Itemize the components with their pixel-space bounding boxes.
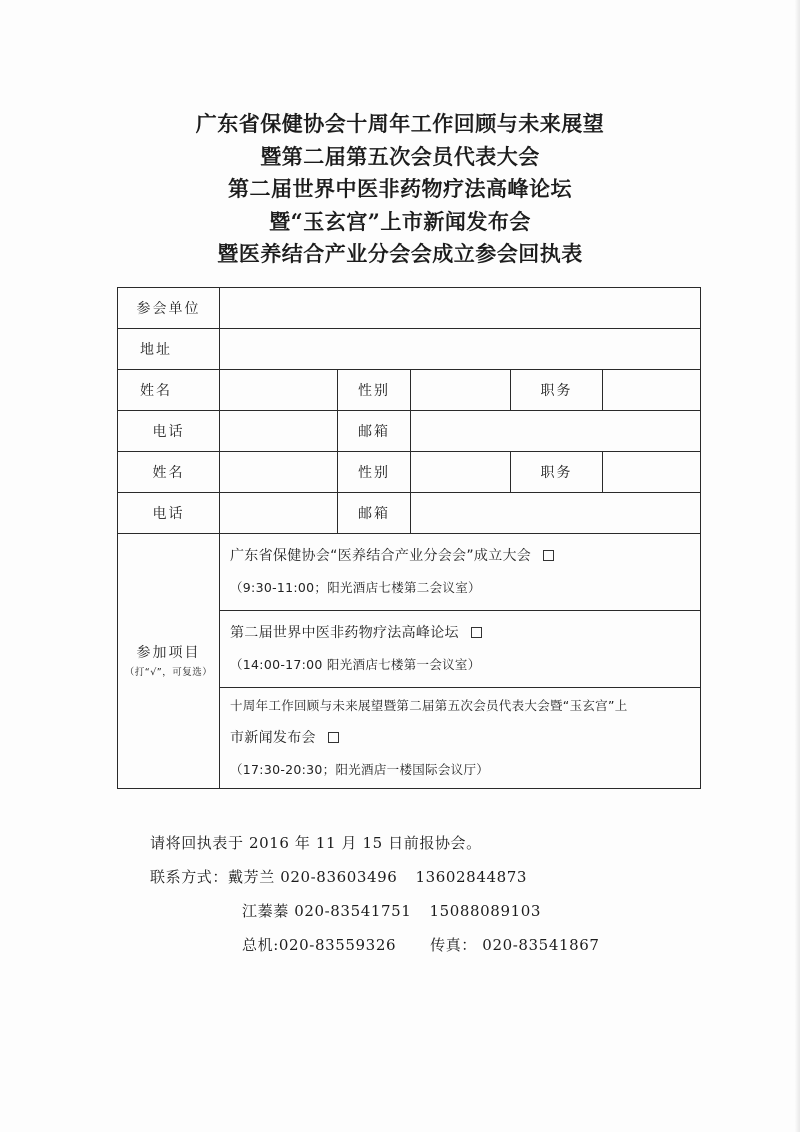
row-contact-1: [118, 411, 701, 452]
option-1-title: 广东省保健协会“医养结合产业分会会”成立大会: [230, 548, 532, 564]
row-option-1: [118, 534, 701, 611]
project-label-cell: [118, 534, 220, 789]
fax-phone: 020-83541867: [482, 936, 600, 954]
contact-2-name: 江蓁蓁: [242, 902, 289, 920]
title-line-2: 暨第二届第五次会员代表大会: [260, 143, 540, 169]
option-2-checkbox[interactable]: [471, 627, 482, 638]
option-2: [220, 611, 701, 688]
phone-field-1[interactable]: [220, 411, 338, 452]
gender-field-1[interactable]: [411, 370, 511, 411]
option-3-checkbox[interactable]: [328, 732, 339, 743]
row-address: [118, 329, 701, 370]
main-line-phone: 020-83559326: [278, 936, 397, 954]
name-field-1[interactable]: [220, 370, 338, 411]
row-contact-2: [118, 493, 701, 534]
row-person-2: [118, 452, 701, 493]
phone-field-2[interactable]: [220, 493, 338, 534]
registration-form-table: [117, 287, 701, 789]
option-1-checkbox[interactable]: [543, 550, 554, 561]
option-3: [220, 688, 701, 789]
email-field-2[interactable]: [411, 493, 701, 534]
main-line-label: 总机:: [242, 936, 279, 954]
row-person-1: [118, 370, 701, 411]
gender-field-2[interactable]: [411, 452, 511, 493]
phone-label-2: 电话: [118, 493, 220, 534]
option-2-title: 第二届世界中医非药物疗法高峰论坛: [230, 625, 459, 641]
position-label-2: 职务: [511, 452, 603, 493]
name-label-1: 姓名: [118, 370, 220, 411]
contact-label: 联系方式：: [150, 868, 229, 886]
contact-1-name: 戴芳兰: [228, 868, 275, 886]
contact-1-phone: 020-83603496: [280, 868, 398, 886]
contact-2-mobile: 15088089103: [429, 902, 542, 920]
title-line-3: 第二届世界中医非药物疗法高峰论坛: [228, 176, 572, 201]
email-label-1: 邮箱: [338, 411, 411, 452]
position-field-1[interactable]: [603, 370, 701, 411]
fax-label: 传真：: [430, 936, 477, 954]
title-line-4: 暨“玉玄宫”上市新闻发布会: [269, 208, 531, 234]
name-field-2[interactable]: [220, 452, 338, 493]
position-label-1: 职务: [511, 370, 603, 411]
contact-line-3: [150, 928, 770, 962]
unit-field[interactable]: [220, 288, 701, 329]
option-2-time: （14:00-17:00 阳光酒店七楼第一会议室）: [230, 657, 481, 672]
unit-label: 参会单位: [118, 288, 220, 329]
position-field-2[interactable]: [603, 452, 701, 493]
contact-2-phone: 020-83541751: [294, 902, 412, 920]
email-field-1[interactable]: [411, 411, 701, 452]
row-unit: [118, 288, 701, 329]
phone-label-1: 电话: [118, 411, 220, 452]
option-3-title: 十周年工作回顾与未来展望暨第二届第五次会员代表大会暨“玉玄宫”上: [230, 698, 628, 713]
gender-label-1: 性别: [338, 370, 411, 411]
title-line-5: 暨医养结合产业分会会成立参会回执表: [217, 241, 583, 266]
option-1: [220, 534, 701, 611]
contact-1-mobile: 13602844873: [415, 868, 528, 886]
option-3-title-cont: 市新闻发布会: [230, 730, 316, 746]
gender-label-2: 性别: [338, 452, 411, 493]
option-3-time: （17:30-20:30；阳光酒店一楼国际会议厅）: [230, 762, 490, 777]
deadline-note: 请将回执表于 2016 年 11 月 15 日前报协会。: [150, 834, 482, 852]
name-label-2: 姓名: [118, 452, 220, 493]
address-field[interactable]: [220, 329, 701, 370]
contact-line-1: [150, 860, 770, 894]
contact-footer: [150, 826, 770, 962]
document-title: [0, 108, 800, 271]
project-note: （打“√”，可复选）: [124, 667, 213, 678]
email-label-2: 邮箱: [338, 493, 411, 534]
project-label: 参加项目: [136, 645, 201, 661]
contact-line-2: [150, 894, 770, 928]
option-1-time: （9:30-11:00；阳光酒店七楼第二会议室）: [230, 580, 481, 595]
title-line-1: 广东省保健协会十周年工作回顾与未来展望: [195, 111, 605, 136]
address-label: 地址: [118, 329, 220, 370]
